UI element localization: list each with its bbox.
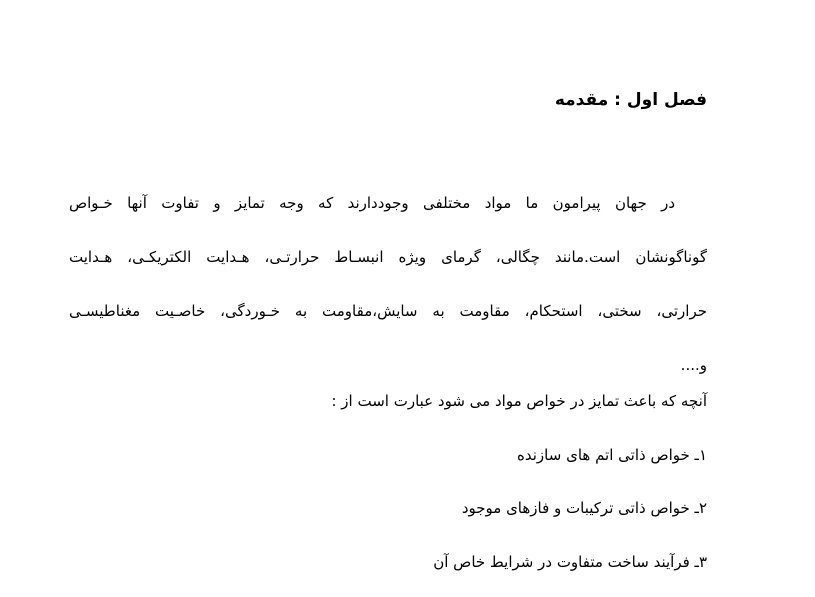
intro-paragraph [69, 176, 707, 392]
paragraph-line: گوناگونشان است.مانند چگالی، گرمای ویژه انبسـاط حرارتـی، هـدایت الکتریکـی، هـدایت [69, 248, 707, 266]
list-item: ۳ـ فرآیند ساخت متفاوت در شرایط خاص آن [433, 553, 707, 571]
list-intro: آنچه که باعث تمایز در خواص مواد می شود عبارت است از : [331, 392, 707, 410]
list-item: ۲ـ خواص ذاتی ترکیبات و فازهای موجود [461, 499, 707, 517]
paragraph-line: و.... [680, 356, 707, 374]
chapter-heading: فصل اول : مقدمه [554, 90, 707, 110]
list-item: ۱ـ خواص ذاتی اتم های سازنده [517, 446, 707, 464]
paragraph-line: حرارتی، سختی، استحکام، مقاومت به سایش،مقاومت به خـوردگی، خاصـیت مغناطیسـی [69, 302, 707, 320]
paragraph-line: در جهان پیرامون ما مواد مختلفی وجوددارند که وجه تمایز و تفاوت آنها خـواص [69, 194, 675, 212]
